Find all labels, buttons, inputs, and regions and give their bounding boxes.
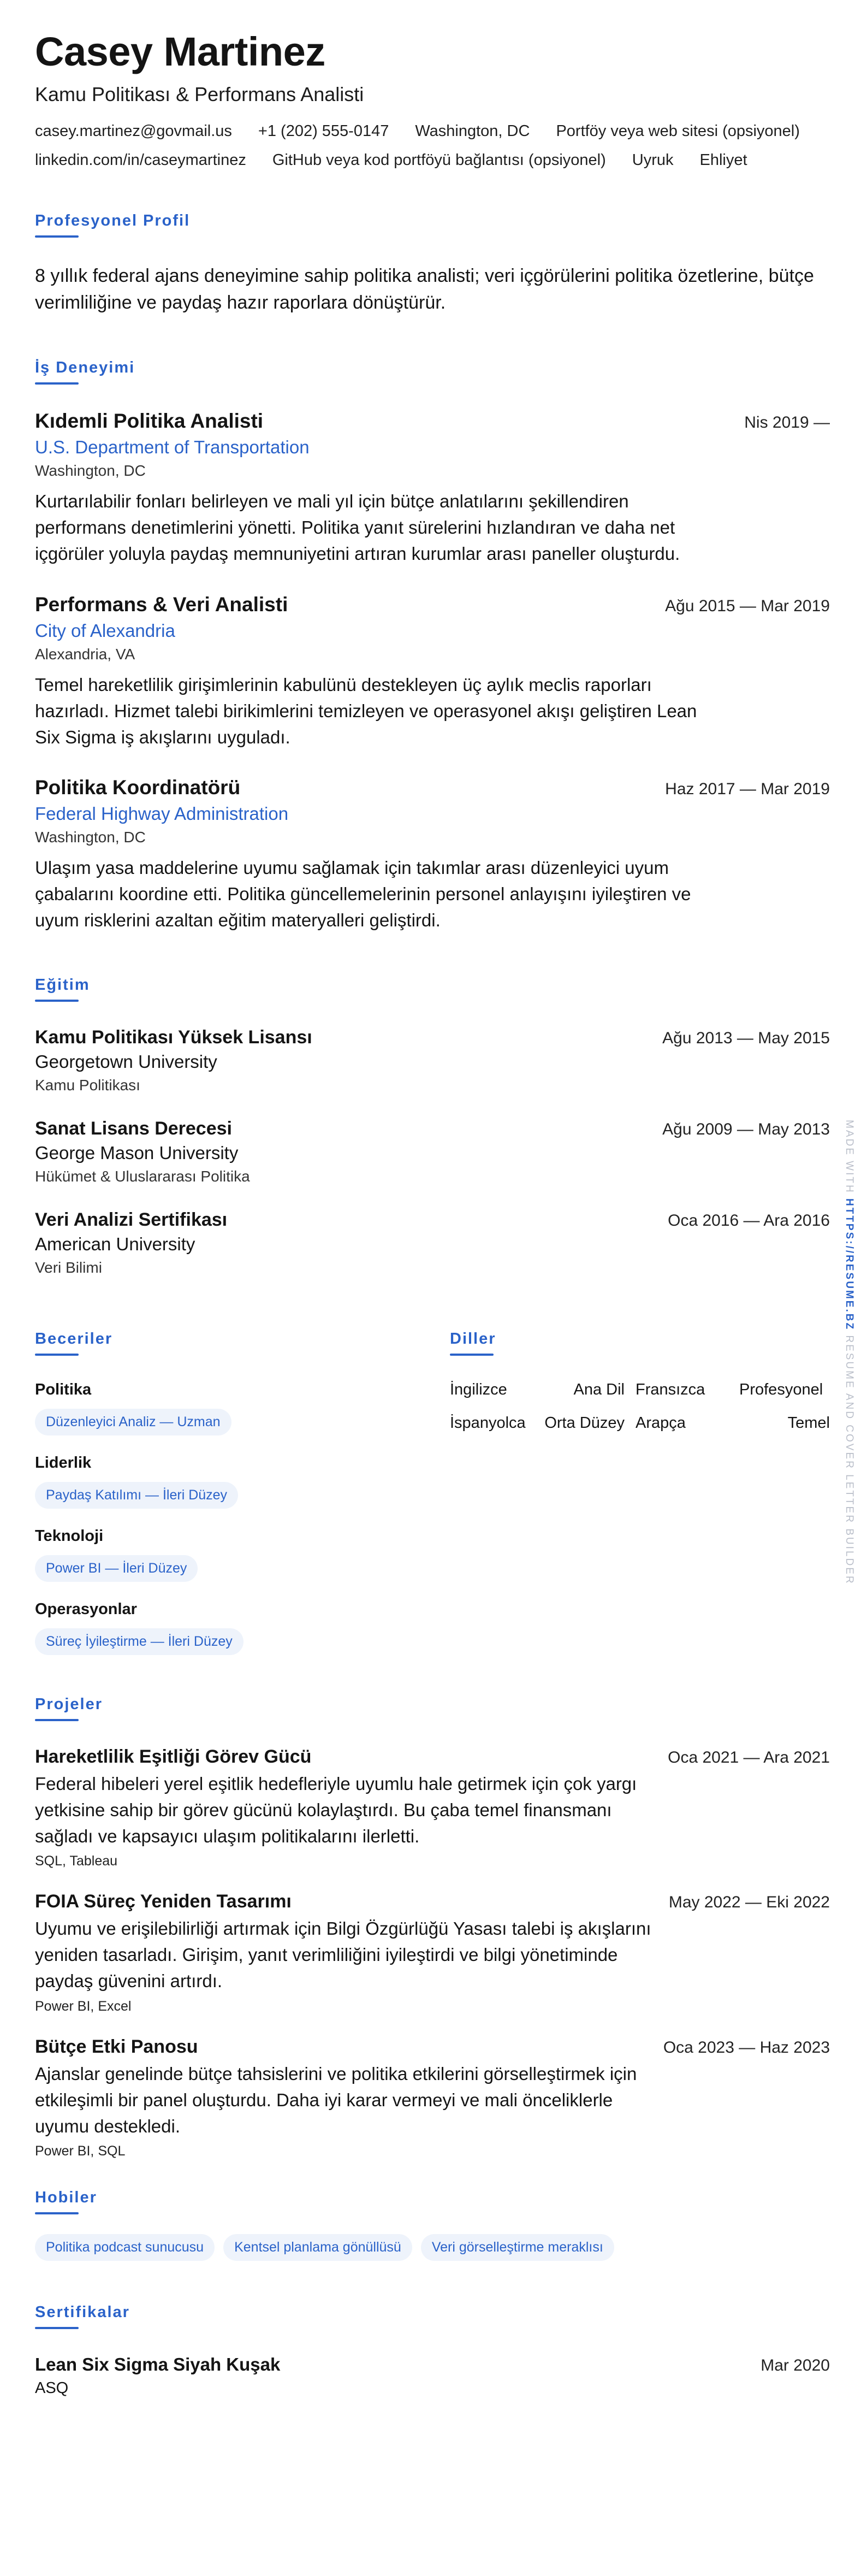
project-description: Federal hibeleri yerel eşitlik hedefleriyle uyumlu hale getirmek için çok yargı yetkisine sahip bir görev gücünü kolaylaştırdı. Bu çaba temel finansmanı sağladı ve kapsayıcı ulaşım politikalarını ilerletti. <box>35 1773 637 1846</box>
candidate-headline: Kamu Politikası & Performans Analisti <box>35 82 364 105</box>
education-entry <box>35 1209 830 1277</box>
skill-pill: Düzenleyici Analiz — Uzman <box>35 1409 231 1435</box>
skill-group <box>35 1600 450 1655</box>
skill-pill: Power BI — İleri Düzey <box>35 1555 198 1582</box>
certification-entry <box>35 2354 830 2397</box>
project-description: Uyumu ve erişilebilirliği artırmak için Bilgi Özgürlüğü Yasası talebi iş akışlarını yeniden tasarladı. Girişim, yanıt verimliliğini iyileştirdi ve bilgi yönetiminde paydaş güvenini artırdı. <box>35 1918 651 1992</box>
contact-phone[interactable]: +1 (202) 555-0147 <box>258 122 389 140</box>
contact-nationality: Uyruk <box>632 151 674 169</box>
certification-issuer: ASQ <box>35 2379 69 2397</box>
job-location: Washington, DC <box>35 462 146 480</box>
school-name: American University <box>35 1233 195 1254</box>
job-description: Temel hareketlilik girişimlerinin kabulünü destekleyen üç aylık meclis raporları hazırladı. Hizmet talebi birikimlerini temizleyen ve operasyonel akışı geliştiren Lean Six Sigma iş akışlarını uyguladı. <box>35 674 697 747</box>
job-title: Performans & Veri Analisti <box>35 593 288 616</box>
resume-page <box>35 31 830 2397</box>
language-grid <box>450 1381 830 1432</box>
skill-category: Operasyonlar <box>35 1600 137 1618</box>
job-description: Kurtarılabilir fonları belirleyen ve mali yıl için bütçe anlatılarını şekillendiren performans denetimlerini yönetti. Politika yanıt sürelerini hızlandıran ve daha net içgörüler yoluyla paydaş memnuniyetini artıran kurumlar arası paneller oluşturdu. <box>35 491 680 564</box>
field-of-study: Hükümet & Uluslararası Politika <box>35 1167 250 1185</box>
section-title-projects: Projeler <box>35 1695 830 1721</box>
contact-license: Ehliyet <box>699 151 747 169</box>
job-date: Ağu 2015 — Mar 2019 <box>665 596 830 615</box>
section-title-experience: İş Deneyimi <box>35 359 830 385</box>
language-level: Profesyonel <box>739 1380 823 1398</box>
project-entry <box>35 1746 830 1870</box>
experience-section <box>35 359 830 933</box>
builder-watermark <box>843 1120 855 1585</box>
language-name: Arapça <box>636 1414 686 1432</box>
project-date: Oca 2021 — Ara 2021 <box>668 1748 830 1766</box>
project-title: Bütçe Etki Panosu <box>35 2036 198 2057</box>
employer-name: Federal Highway Administration <box>35 803 289 824</box>
skill-category: Politika <box>35 1380 92 1398</box>
candidate-name: Casey Martinez <box>35 29 325 74</box>
project-entry <box>35 1891 830 2014</box>
project-tech: Power BI, SQL <box>35 2143 126 2159</box>
skill-group <box>35 1454 450 1509</box>
project-entry <box>35 2036 830 2160</box>
certification-title: Lean Six Sigma Siyah Kuşak <box>35 2354 281 2375</box>
education-entry <box>35 1027 830 1094</box>
project-title: FOIA Süreç Yeniden Tasarımı <box>35 1891 292 1912</box>
education-date: Ağu 2009 — May 2013 <box>662 1120 830 1138</box>
section-title-certifications: Sertifikalar <box>35 2303 830 2329</box>
field-of-study: Veri Bilimi <box>35 1259 102 1276</box>
degree-title: Veri Analizi Sertifikası <box>35 1209 228 1230</box>
employer-name: U.S. Department of Transportation <box>35 437 310 458</box>
school-name: George Mason University <box>35 1142 239 1163</box>
school-name: Georgetown University <box>35 1051 217 1072</box>
skills-section <box>35 1301 450 1674</box>
contact-linkedin[interactable]: linkedin.com/in/caseymartinez <box>35 151 246 169</box>
language-level: Orta Düzey <box>544 1414 625 1432</box>
job-date: Haz 2017 — Mar 2019 <box>665 780 830 799</box>
language-level: Temel <box>787 1414 830 1432</box>
job-location: Alexandria, VA <box>35 645 135 663</box>
contact-email[interactable]: casey.martinez@govmail.us <box>35 122 232 140</box>
hobby-list <box>35 2234 830 2261</box>
contact-list <box>35 122 830 169</box>
skill-pill: Süreç İyileştirme — İleri Düzey <box>35 1628 244 1655</box>
education-date: Oca 2016 — Ara 2016 <box>668 1211 830 1230</box>
education-entry <box>35 1118 830 1185</box>
job-date: Nis 2019 — <box>744 413 830 432</box>
skill-group <box>35 1527 450 1582</box>
skill-category: Teknoloji <box>35 1527 104 1545</box>
contact-location: Washington, DC <box>415 122 530 140</box>
contact-github[interactable]: GitHub veya kod portföyü bağlantısı (opsiyonel) <box>272 151 606 169</box>
language-level: Ana Dil <box>573 1380 625 1398</box>
project-date: May 2022 — Eki 2022 <box>668 1893 830 1912</box>
watermark-suffix: RESUME AND COVER LETTER BUILDER <box>844 1335 855 1585</box>
languages-section <box>450 1301 830 1674</box>
profile-section <box>35 212 830 317</box>
project-title: Hareketlilik Eşitliği Görev Gücü <box>35 1746 312 1767</box>
language-name: İspanyolca <box>450 1414 526 1432</box>
education-section <box>35 976 830 1277</box>
watermark-prefix: MADE WITH <box>844 1120 855 1194</box>
watermark-link[interactable]: HTTPS://RESUME.BZ <box>844 1198 855 1331</box>
language-name: İngilizce <box>450 1380 507 1398</box>
certifications-section <box>35 2303 830 2397</box>
job-title: Kıdemli Politika Analisti <box>35 410 264 433</box>
section-title-hobbies: Hobiler <box>35 2189 830 2214</box>
certification-date: Mar 2020 <box>761 2356 830 2375</box>
section-title-profile: Profesyonel Profil <box>35 212 830 238</box>
skills-languages-row <box>35 1301 830 1674</box>
degree-title: Sanat Lisans Derecesi <box>35 1118 232 1139</box>
skill-category: Liderlik <box>35 1454 92 1472</box>
job-title: Politika Koordinatörü <box>35 776 241 799</box>
project-tech: Power BI, Excel <box>35 1998 132 2014</box>
skill-group <box>35 1381 450 1435</box>
language-name: Fransızca <box>636 1380 705 1398</box>
projects-section <box>35 1695 830 2160</box>
job-location: Washington, DC <box>35 829 146 846</box>
field-of-study: Kamu Politikası <box>35 1076 140 1094</box>
section-title-languages: Diller <box>450 1330 830 1356</box>
job-description: Ulaşım yasa maddelerine uyumu sağlamak için takımlar arası düzenleyici uyum çabalarını koordine etti. Politika güncellemelerinin personel anlayışını iyileştiren ve uyum risklerini azaltan eğitim materyalleri geliştirdi. <box>35 858 691 931</box>
experience-entry <box>35 410 830 567</box>
hobbies-section <box>35 2189 830 2261</box>
employer-name: City of Alexandria <box>35 620 175 641</box>
skill-pill: Paydaş Katılımı — İleri Düzey <box>35 1482 238 1509</box>
section-title-education: Eğitim <box>35 976 830 1002</box>
hobby-pill: Politika podcast sunucusu <box>35 2234 215 2261</box>
project-description: Ajanslar genelinde bütçe tahsislerini ve politika etkilerini görselleştirmek için etkileşimli bir panel oluşturdu. Daha iyi karar vermeyi ve mali önceliklerle uyumu destekledi. <box>35 2063 637 2136</box>
project-tech: SQL, Tableau <box>35 1853 118 1869</box>
project-date: Oca 2023 — Haz 2023 <box>663 2038 830 2057</box>
hobby-pill: Veri görselleştirme meraklısı <box>421 2234 614 2261</box>
degree-title: Kamu Politikası Yüksek Lisansı <box>35 1026 312 1048</box>
hobby-pill: Kentsel planlama gönüllüsü <box>223 2234 412 2261</box>
experience-entry <box>35 776 830 933</box>
experience-entry <box>35 593 830 751</box>
profile-summary: 8 yıllık federal ajans deneyimine sahip politika analisti; veri içgörülerini politika özetlerine, bütçe verimliliğine ve paydaş hazır raporlara dönüştürür. <box>35 265 814 313</box>
contact-portfolio[interactable]: Portföy veya web sitesi (opsiyonel) <box>556 122 800 140</box>
resume-header <box>35 31 830 169</box>
section-title-skills: Beceriler <box>35 1330 450 1356</box>
education-date: Ağu 2013 — May 2015 <box>662 1029 830 1047</box>
